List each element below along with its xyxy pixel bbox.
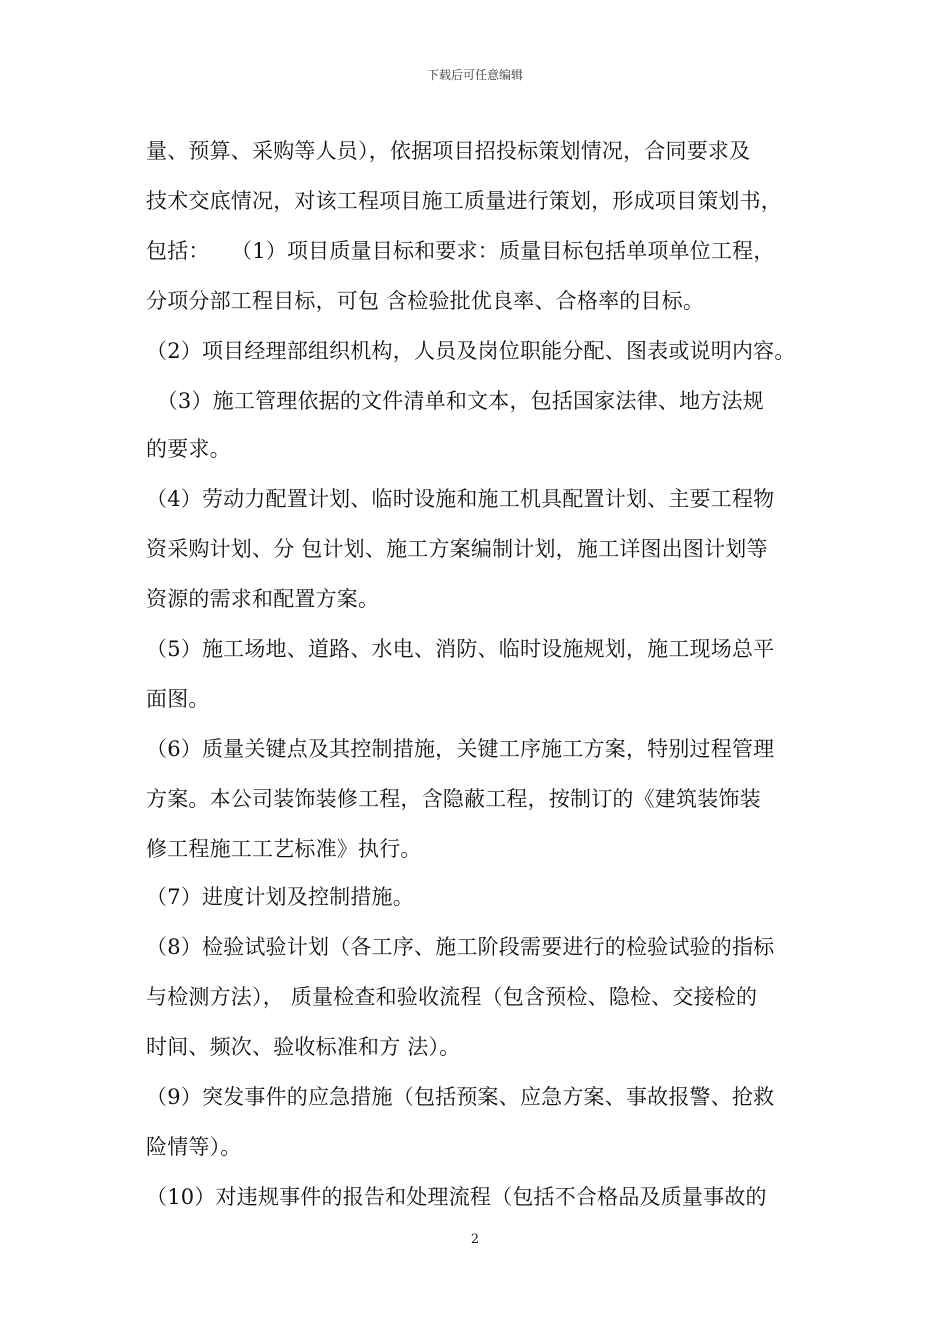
body-line-1: 量、预算、采购等人员），依据项目招投标策划情况，合同要求及 — [146, 139, 751, 163]
body-line-18: 与检测方法）， 质量检查和验收流程（包含预检、隐检、交接检的 — [146, 985, 758, 1009]
body-line-21: 险情等）。 — [146, 1135, 242, 1159]
page-number: 2 — [470, 1232, 480, 1247]
body-line-17: （8）检验试验计划（各工序、施工阶段需要进行的检验试验的指标 — [146, 935, 775, 959]
body-line-14: 方案。本公司装饰装修工程，含隐蔽工程，按制订的《建筑装饰装 — [146, 787, 761, 811]
body-line-12: 面图。 — [146, 687, 210, 711]
body-line-7: 的要求。 — [146, 437, 231, 461]
body-line-15: 修工程施工工艺标准》执行。 — [146, 837, 422, 861]
body-line-4: 分项分部工程目标，可包 含检验批优良率、合格率的目标。 — [146, 289, 705, 313]
page-header: 下载后可任意编辑 — [426, 68, 523, 82]
body-line-16: （7）进度计划及控制措施。 — [146, 885, 414, 909]
body-line-19: 时间、频次、验收标准和方 法）。 — [146, 1035, 461, 1059]
body-line-22: （10）对违规事件的报告和处理流程（包括不合格品及质量事故的 — [146, 1185, 767, 1209]
body-line-6: （3）施工管理依据的文件清单和文本，包括国家法律、地方法规 — [146, 389, 764, 413]
body-line-10: 资源的需求和配置方案。 — [146, 587, 380, 611]
body-line-9: 资采购计划、分 包计划、施工方案编制计划，施工详图出图计划等 — [146, 537, 768, 561]
body-line-20: （9）突发事件的应急措施（包括预案、应急方案、事故报警、抢救 — [146, 1085, 775, 1109]
body-line-8: （4）劳动力配置计划、临时设施和施工机具配置计划、主要工程物 — [146, 487, 775, 511]
body-line-3: 包括： （1）项目质量目标和要求：质量目标包括单项单位工程， — [146, 239, 775, 263]
body-line-2: 技术交底情况，对该工程项目施工质量进行策划，形成项目策划书， — [146, 189, 782, 213]
body-line-5: （2）项目经理部组织机构，人员及岗位职能分配、图表或说明内容。 — [146, 339, 796, 363]
body-line-13: （6）质量关键点及其控制措施，关键工序施工方案，特别过程管理 — [146, 737, 775, 761]
body-line-11: （5）施工场地、道路、水电、消防、临时设施规划，施工现场总平 — [146, 637, 775, 661]
